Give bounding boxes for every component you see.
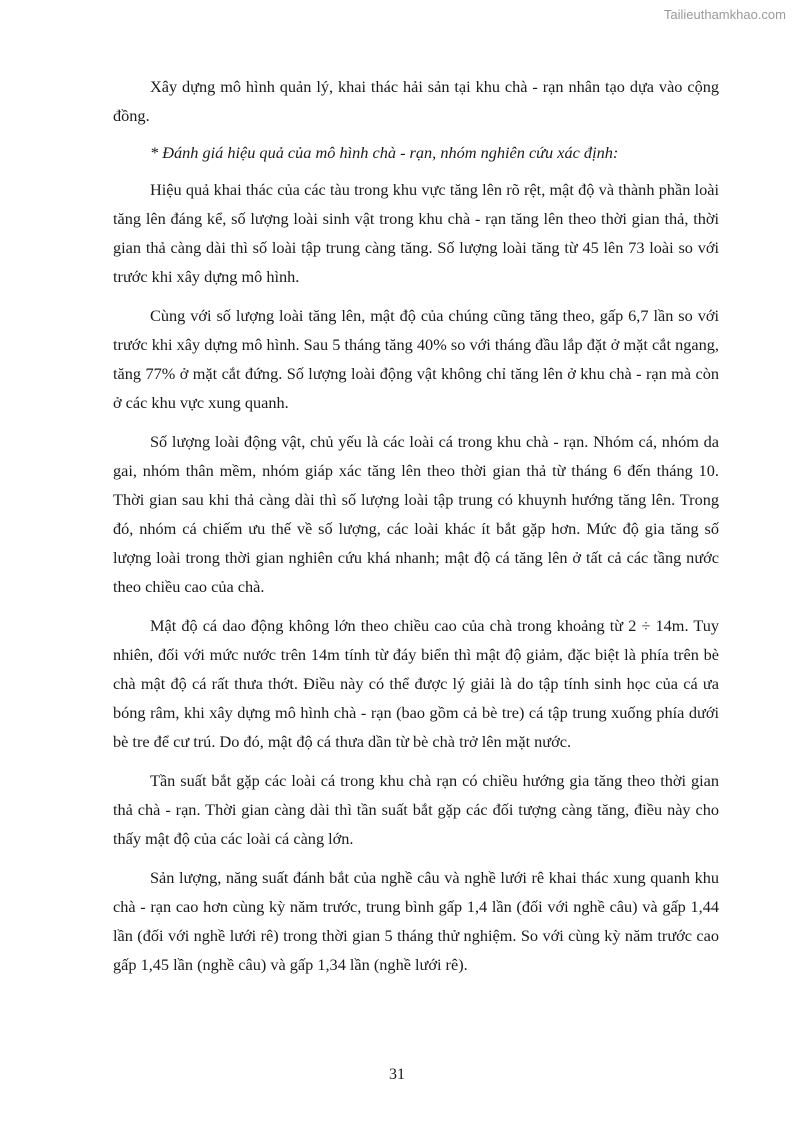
document-body (113, 72, 719, 989)
section-heading-evaluation: * Đánh giá hiệu quả của mô hình chà - rạn, nhóm nghiên cứu xác định: (150, 143, 619, 162)
paragraph-exploitation-efficiency: Hiệu quả khai thác của các tàu trong khu vực tăng lên rõ rệt, mật độ và thành phần loài tăng lên đáng kể, số lượng loài sinh vật trong khu chà - rạn tăng lên theo thời gian thả, thời gian thả càng dài thì số loài tập trung càng tăng. Số lượng loài tăng từ 45 lên 73 loài so với trước khi xây dựng mô hình. (113, 180, 719, 286)
paragraph-catch-yield: Sản lượng, năng suất đánh bắt của nghề câu và nghề lưới rê khai thác xung quanh khu chà - rạn cao hơn cùng kỳ năm trước, trung bình gấp 1,4 lần (đối với nghề câu) và gấp 1,44 lần (đối với nghề lưới rê) trong thời gian 5 tháng thử nghiệm. So với cùng kỳ năm trước cao gấp 1,45 lần (nghề câu) và gấp 1,34 lần (nghề lưới rê). (113, 868, 719, 974)
paragraph-community-model: Xây dựng mô hình quản lý, khai thác hải sản tại khu chà - rạn nhân tạo dựa vào cộng đồng. (113, 77, 719, 125)
paragraph-species-groups: Số lượng loài động vật, chủ yếu là các loài cá trong khu chà - rạn. Nhóm cá, nhóm da gai, nhóm thân mềm, nhóm giáp xác tăng lên theo thời gian thả từ tháng 6 đến tháng 10. Thời gian sau khi thả càng dài thì số lượng loài tập trung có khuynh hướng tăng lên. Trong đó, nhóm cá chiếm ưu thế về số lượng, các loài khác ít bắt gặp hơn. Mức độ gia tăng số lượng loài trong thời gian nghiên cứu khá nhanh; mật độ cá tăng lên ở tất cả các tầng nước theo chiều cao của chà. (113, 432, 719, 596)
paragraph-fish-density-height: Mật độ cá dao động không lớn theo chiều cao của chà trong khoảng từ 2 ÷ 14m. Tuy nhiên, đối với mức nước trên 14m tính từ đáy biển thì mật độ giảm, đặc biệt là phía trên bè chà mật độ cá rất thưa thớt. Điều này có thể được lý giải là do tập tính sinh học của cá ưa bóng râm, khi xây dựng mô hình chà - rạn (bao gồm cả bè tre) cá tập trung xuống phía dưới bè tre để cư trú. Do đó, mật độ cá thưa dần từ bè chà trở lên mặt nước. (113, 616, 719, 751)
paragraph-encounter-frequency: Tần suất bắt gặp các loài cá trong khu chà rạn có chiều hướng gia tăng theo thời gian thả chà - rạn. Thời gian càng dài thì tần suất bắt gặp các đối tượng càng tăng, điều này cho thấy mật độ của các loài cá càng lớn. (113, 771, 719, 848)
paragraph-density-increase: Cùng với số lượng loài tăng lên, mật độ của chúng cũng tăng theo, gấp 6,7 lần so với trước khi xây dựng mô hình. Sau 5 tháng tăng 40% so với tháng đầu lắp đặt ở mặt cắt ngang, tăng 77% ở mặt cắt đứng. Số lượng loài động vật không chỉ tăng lên ở khu chà - rạn mà còn ở các khu vực xung quanh. (113, 306, 719, 412)
page-number: 31 (389, 1066, 405, 1083)
watermark: Tailieuthamkhao.com (663, 7, 786, 22)
